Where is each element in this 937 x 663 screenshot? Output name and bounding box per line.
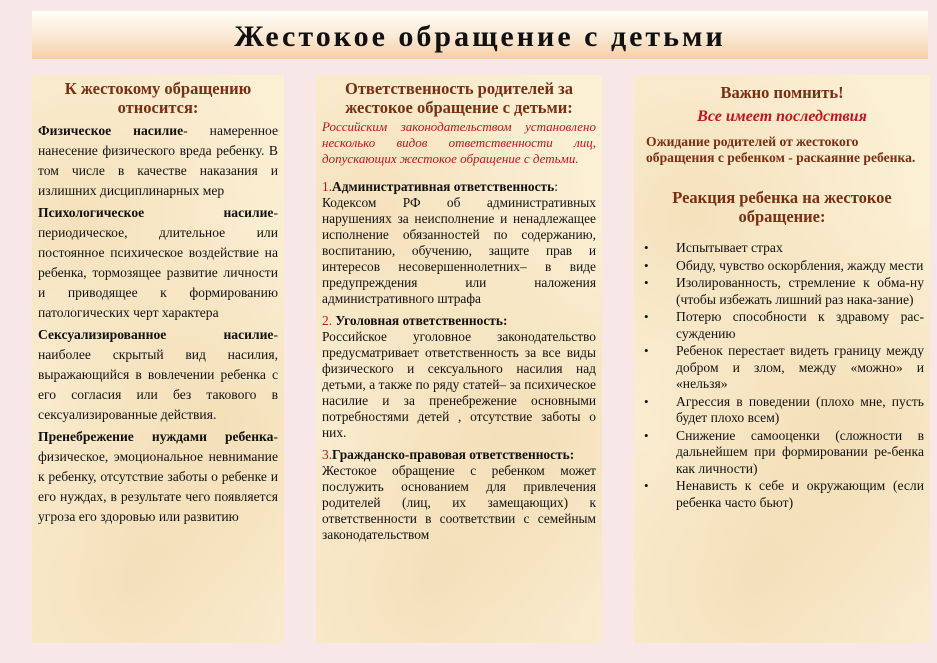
reaction-text: Агрессия в поведении (плохо мне, пусть будет плохо всем) bbox=[676, 393, 924, 425]
panel-parental-responsibility bbox=[316, 75, 602, 643]
bullet-icon: • bbox=[644, 478, 649, 493]
responsibility-section-text: Кодексом РФ об административных нарушениях за неисполнение и ненадлежащее исполнение обязанностей по содержанию, воспитанию, обучению, защите прав и интересов несовершеннолетних– в виде предупреждения или наложения административного штрафа bbox=[322, 195, 596, 306]
abuse-item bbox=[38, 203, 278, 323]
consequences-subheading: Все имеет последствия bbox=[697, 108, 867, 125]
section-title: Уголовная ответственность: bbox=[335, 313, 508, 328]
abuse-description: - периодическое, длительное или постоянное психическое воздействие на ребенка, тормозящее развитие личности и приводящее к формированию патологических черт характера bbox=[38, 205, 278, 320]
remember-heading: Важно помнить! bbox=[720, 83, 844, 102]
abuse-term: Физическое насилие bbox=[38, 123, 184, 138]
section-title: Гражданско-правовая ответственность: bbox=[332, 447, 575, 462]
bullet-icon: • bbox=[644, 240, 649, 255]
reaction-text: Изолированность, стремление к обма-ну (чтобы избежать лишний раз нака-зание) bbox=[676, 275, 924, 307]
section-suffix: : bbox=[554, 179, 558, 194]
list-item bbox=[640, 309, 924, 342]
page-title: Жестокое обращение с детьми bbox=[234, 20, 726, 53]
list-item bbox=[640, 394, 924, 427]
responsibility-heading: Ответственность родителей за жестокое обращение с детьми: bbox=[344, 79, 573, 117]
bullet-icon: • bbox=[644, 427, 649, 443]
abuse-description: - наиболее скрытый вид насилия, выражающийся в вовлечении ребенка с его согласия или без такового в сексуализированные действия. bbox=[38, 327, 278, 422]
list-item bbox=[640, 478, 924, 511]
abuse-item bbox=[38, 325, 278, 425]
reaction-text: Ребенок перестает видеть границу между добром и злом, между «можно» и «нельзя» bbox=[676, 343, 924, 391]
reaction-text: Обиду, чувство оскорбления, жажду мести bbox=[676, 257, 924, 273]
abuse-term: Пренебрежение нуждами ребенка bbox=[38, 429, 274, 444]
abuse-item bbox=[38, 121, 278, 201]
panel-remember bbox=[634, 75, 930, 643]
responsibility-section-text: Жестокое обращение с ребенком может послужить основанием для привлечения родителей (лиц, их замещающих) к ответственности в соответствии с семейным законодательством bbox=[322, 463, 596, 542]
list-item bbox=[640, 343, 924, 393]
bullet-icon: • bbox=[644, 309, 649, 324]
responsibility-lead: Российским законодательством установлено несколько видов ответственности лиц, допускающих жестокое обращение с детьми. bbox=[322, 119, 596, 166]
section-number: 1. bbox=[322, 179, 333, 194]
responsibility-section-title bbox=[322, 313, 596, 329]
reaction-text: Потерю способности к здравому рас-суждению bbox=[676, 309, 924, 341]
abuse-types-heading: К жестокому обращению относится: bbox=[64, 79, 252, 117]
list-item bbox=[640, 428, 924, 478]
reaction-text: Снижение самооценки (сложности в дальнейшем при формировании ре-бенка как личности) bbox=[676, 427, 924, 476]
parent-expectation-text: Ожидание родителей от жестокого обращения с ребенком - раскаяние ребенка. bbox=[646, 134, 916, 165]
responsibility-section-text: Российское уголовное законодательство предусматривает ответственность за все виды физического и сексуального насилия над детьми, а также по ряду статей– за психическое насилие и за пренебрежение основными потребностями детей , отсутствие заботы о них. bbox=[322, 329, 596, 440]
reaction-text: Ненависть к себе и окружающим (если ребенка часто бьют) bbox=[676, 478, 924, 510]
child-reaction-heading: Реакция ребенка на жестокое обращение: bbox=[672, 188, 892, 226]
responsibility-section-title bbox=[322, 179, 596, 195]
abuse-term: Сексуализированное насилие bbox=[38, 327, 274, 342]
responsibility-section-title bbox=[322, 447, 596, 463]
section-title: Административная ответственность bbox=[332, 179, 555, 194]
abuse-item bbox=[38, 427, 278, 527]
bullet-icon: • bbox=[644, 393, 649, 409]
reaction-text: Испытывает страх bbox=[676, 240, 783, 255]
bullet-icon: • bbox=[644, 275, 649, 290]
abuse-description: - намеренное нанесение физического вреда ребенку. В том числе в качестве наказания и излишних дисциплинарных мер bbox=[38, 123, 279, 198]
section-number: 3. bbox=[322, 447, 333, 462]
bullet-icon: • bbox=[644, 343, 649, 358]
list-item bbox=[640, 275, 924, 308]
title-banner bbox=[32, 11, 928, 59]
abuse-description: - физическое, эмоциональное невнимание к ребенку, отсутствие заботы о ребенке и его нуждах, в результате чего появляется угроза его здоровью или развитию bbox=[38, 429, 278, 524]
list-item bbox=[640, 240, 924, 257]
section-number: 2. bbox=[322, 313, 333, 328]
reaction-list bbox=[640, 240, 924, 511]
list-item bbox=[640, 258, 924, 275]
bullet-icon: • bbox=[644, 257, 649, 273]
panel-abuse-types bbox=[32, 75, 284, 643]
abuse-term: Психологическое насилие bbox=[38, 205, 274, 220]
